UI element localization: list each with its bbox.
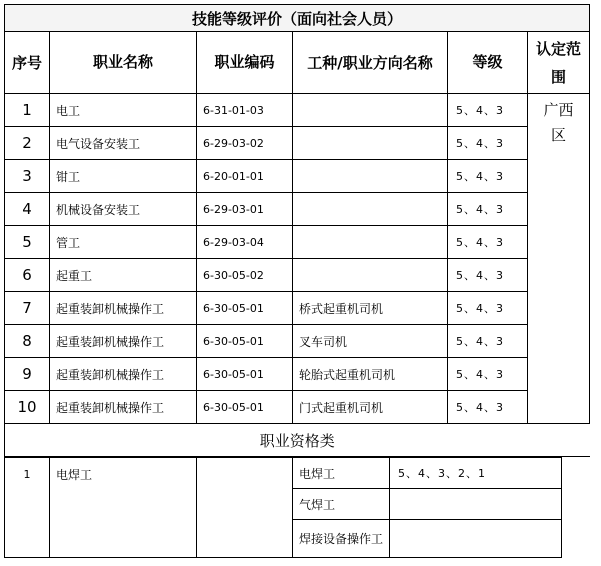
row-trade: 桥式起重机司机 [293,292,448,325]
row-trade [293,160,448,193]
qual-name: 电焊工 [50,458,197,558]
row-seq: 9 [5,358,50,391]
qual-sub-trade: 气焊工 [293,489,390,520]
row-name: 起重装卸机械操作工 [50,391,197,424]
row-trade: 轮胎式起重机司机 [293,358,448,391]
header-scope: 认定范围 [528,32,590,94]
qual-sub-level [390,520,562,558]
row-name: 机械设备安装工 [50,193,197,226]
row-trade [293,94,448,127]
row-level: 5、4、3 [448,193,528,226]
row-name: 电气设备安装工 [50,127,197,160]
table-row [5,458,562,489]
row-code: 6-30-05-01 [197,325,293,358]
row-seq: 1 [5,94,50,127]
row-name: 管工 [50,226,197,259]
table-row [5,358,590,391]
row-name: 起重工 [50,259,197,292]
row-trade [293,127,448,160]
table-row [5,193,590,226]
row-seq: 7 [5,292,50,325]
row-code: 6-29-03-01 [197,193,293,226]
row-code: 6-30-05-01 [197,358,293,391]
header-seq: 序号 [5,32,50,94]
row-code: 6-30-05-01 [197,391,293,424]
table-row [5,325,590,358]
row-trade [293,193,448,226]
section-title-qualification: 职业资格类 [5,424,590,457]
row-name: 起重装卸机械操作工 [50,325,197,358]
qual-sub-level: 5、4、3、2、1 [390,458,562,489]
header-level: 等级 [448,32,528,94]
row-code: 6-29-03-02 [197,127,293,160]
table-row [5,127,590,160]
row-level: 5、4、3 [448,226,528,259]
row-seq: 8 [5,325,50,358]
table-row [5,292,590,325]
row-level: 5、4、3 [448,127,528,160]
qualification-table-wrapper [4,4,590,558]
row-seq: 2 [5,127,50,160]
row-level: 5、4、3 [448,292,528,325]
row-trade: 叉车司机 [293,325,448,358]
header-code: 职业编码 [197,32,293,94]
scope-cell: 广西区 [528,94,590,424]
row-name: 起重装卸机械操作工 [50,358,197,391]
row-code: 6-29-03-04 [197,226,293,259]
row-name: 电工 [50,94,197,127]
row-level: 5、4、3 [448,391,528,424]
row-seq: 6 [5,259,50,292]
row-seq: 5 [5,226,50,259]
row-level: 5、4、3 [448,160,528,193]
table-row [5,391,590,424]
skill-evaluation-table [4,4,590,457]
row-seq: 3 [5,160,50,193]
table-row [5,226,590,259]
row-seq: 4 [5,193,50,226]
row-name: 钳工 [50,160,197,193]
row-code: 6-31-01-03 [197,94,293,127]
row-code: 6-30-05-02 [197,259,293,292]
row-trade [293,259,448,292]
row-level: 5、4、3 [448,259,528,292]
qual-code [197,458,293,558]
table-row [5,259,590,292]
table-row [5,160,590,193]
row-level: 5、4、3 [448,94,528,127]
row-code: 6-30-05-01 [197,292,293,325]
row-trade: 门式起重机司机 [293,391,448,424]
qual-sub-level [390,489,562,520]
qual-sub-trade: 电焊工 [293,458,390,489]
table-row [5,94,590,127]
header-trade: 工种/职业方向名称 [293,32,448,94]
row-name: 起重装卸机械操作工 [50,292,197,325]
row-code: 6-20-01-01 [197,160,293,193]
qualification-table [4,457,562,558]
header-name: 职业名称 [50,32,197,94]
table-title: 技能等级评价（面向社会人员） [5,5,590,32]
row-level: 5、4、3 [448,325,528,358]
row-seq: 10 [5,391,50,424]
qual-sub-trade: 焊接设备操作工 [293,520,390,558]
qual-seq: 1 [5,458,50,558]
row-trade [293,226,448,259]
row-level: 5、4、3 [448,358,528,391]
